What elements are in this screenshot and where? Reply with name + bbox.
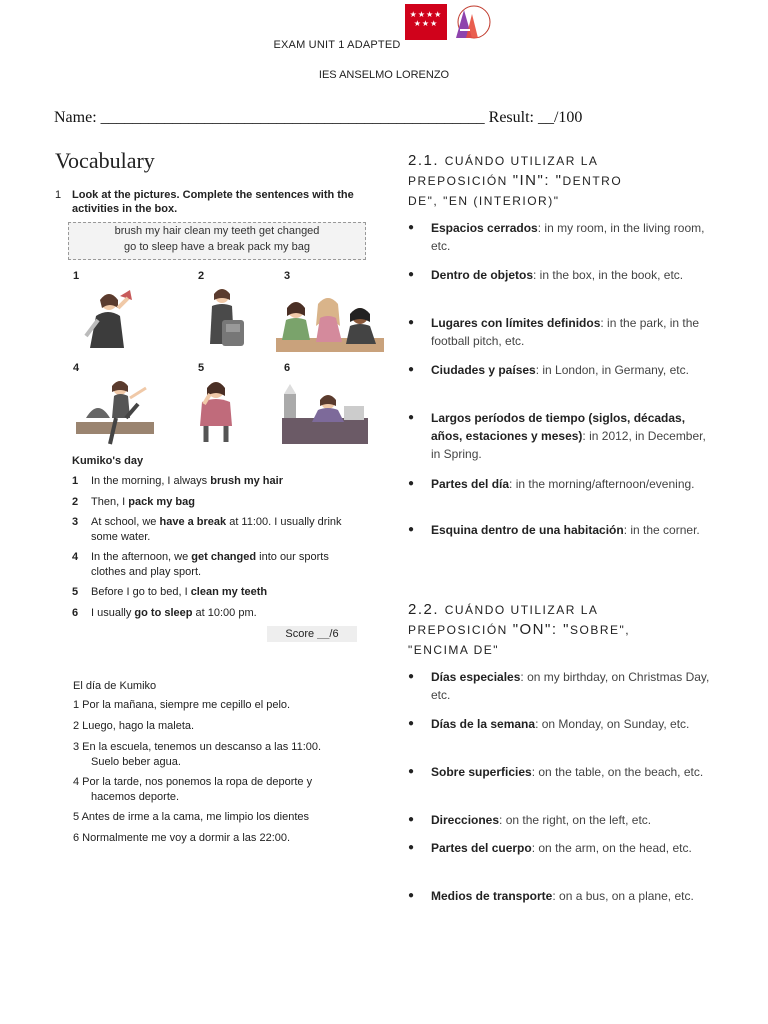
spanish-line-text: Suelo beber agua. bbox=[91, 756, 181, 768]
picture-number: 6 bbox=[284, 362, 291, 374]
girl-getting-changed-picture bbox=[76, 378, 154, 446]
sentence-item bbox=[72, 585, 362, 600]
sentence-text: In the afternoon, we bbox=[91, 551, 192, 563]
sentence-answer: go to sleep bbox=[134, 607, 193, 619]
bullet-bold: Direcciones bbox=[431, 813, 500, 827]
sentence-item bbox=[72, 550, 362, 580]
bullet-text: : in the box, in the book, etc. bbox=[533, 268, 684, 282]
bullet-icon: ● bbox=[408, 317, 415, 328]
girl-packing-bag-picture bbox=[202, 284, 246, 352]
score-blank: __ bbox=[317, 628, 330, 640]
sentence-text: at 11:00. I usually drink some water. bbox=[91, 516, 342, 543]
bullet-item bbox=[408, 475, 713, 493]
girls-having-break-picture bbox=[276, 292, 384, 352]
picture-number: 4 bbox=[73, 362, 80, 374]
bullet-icon: ● bbox=[408, 814, 415, 825]
school-name: IES ANSELMO LORENZO bbox=[318, 69, 450, 81]
sentence-text: Then, I bbox=[91, 496, 129, 508]
section-heading-text: "ON": " bbox=[512, 621, 570, 638]
bullet-item bbox=[408, 715, 713, 733]
bullet-item bbox=[408, 266, 713, 284]
bullet-icon: ● bbox=[408, 412, 415, 423]
sentence-number: 3 bbox=[72, 516, 79, 528]
spanish-title: El día de Kumiko bbox=[73, 680, 157, 692]
sentence-item bbox=[72, 495, 362, 510]
bullet-bold: Lugares con límites definidos bbox=[431, 316, 601, 330]
bullet-bold: Dentro de objetos bbox=[431, 268, 534, 282]
bullet-item bbox=[408, 887, 713, 905]
section-heading-text: PREPOSICIÓN bbox=[408, 623, 513, 637]
bullet-text: : on my birthday, on Christmas Day, etc. bbox=[431, 670, 710, 702]
picture-number: 3 bbox=[284, 270, 291, 282]
spanish-line bbox=[73, 698, 363, 713]
bullet-bold: Días de la semana bbox=[431, 717, 536, 731]
section-heading-text: DENTRO bbox=[562, 174, 623, 188]
bullet-bold: Sobre superficies bbox=[431, 765, 532, 779]
bullet-text: : on the arm, on the head, etc. bbox=[531, 841, 692, 855]
spanish-line bbox=[73, 775, 363, 805]
section-heading-text: DE", "EN (INTERIOR)" bbox=[408, 194, 560, 208]
school-logo bbox=[452, 4, 492, 42]
sentence-text: at 10:00 pm. bbox=[192, 607, 257, 619]
exercise-number: 1 bbox=[55, 189, 62, 201]
score-total: /6 bbox=[329, 628, 339, 640]
bullet-icon: ● bbox=[408, 524, 415, 535]
bullet-icon: ● bbox=[408, 718, 415, 729]
sentence-number: 6 bbox=[72, 607, 79, 619]
section-heading-in bbox=[408, 151, 708, 211]
score-label: Score bbox=[285, 628, 318, 640]
bullet-bold: Días especiales bbox=[431, 670, 521, 684]
name-result-line[interactable]: Name: ________________________________________________ Result: __/100 bbox=[54, 109, 583, 126]
bullet-item bbox=[408, 668, 713, 704]
spanish-line-text: 3 En la escuela, tenemos un descanso a las 11:00. bbox=[73, 741, 322, 753]
bullet-text: : in my room, in the living room, etc. bbox=[431, 221, 705, 253]
sentence-answer: clean my teeth bbox=[190, 586, 268, 598]
section-heading-text: "ENCIMA DE" bbox=[408, 643, 500, 657]
sentence-answer: have a break bbox=[159, 516, 227, 528]
bullet-bold: Partes del cuerpo bbox=[431, 841, 532, 855]
sentence-number: 2 bbox=[72, 496, 79, 508]
picture-number: 1 bbox=[73, 270, 80, 282]
spanish-line bbox=[73, 719, 363, 734]
sentence-text: In the morning, I always bbox=[91, 475, 211, 487]
sentence-answer: get changed bbox=[191, 551, 257, 563]
bullet-text: : in the corner. bbox=[623, 523, 700, 537]
bullet-icon: ● bbox=[408, 842, 415, 853]
sentence-number: 1 bbox=[72, 475, 79, 487]
section-heading-text: "IN": " bbox=[512, 172, 563, 189]
bullet-text: : in the morning/afternoon/evening. bbox=[509, 477, 695, 491]
girl-brushing-hair-picture bbox=[76, 286, 140, 350]
bullet-bold: Medios de transporte bbox=[431, 889, 553, 903]
bullet-text: : on a bus, on a plane, etc. bbox=[552, 889, 694, 903]
kumiko-day-title: Kumiko's day bbox=[72, 455, 144, 467]
bullet-item bbox=[408, 314, 713, 350]
spanish-line-text: hacemos deporte. bbox=[91, 791, 180, 803]
bullet-text: : in the park, in the football pitch, etc. bbox=[431, 316, 700, 348]
bullet-bold: Espacios cerrados bbox=[431, 221, 538, 235]
bullet-item bbox=[408, 219, 713, 255]
picture-number: 5 bbox=[198, 362, 205, 374]
spanish-line-text: 4 Por la tarde, nos ponemos la ropa de deporte y bbox=[73, 776, 313, 788]
spanish-line bbox=[73, 831, 363, 846]
bullet-text: : on Monday, on Sunday, etc. bbox=[535, 717, 690, 731]
bullet-bold: Ciudades y países bbox=[431, 363, 536, 377]
bullet-bold: Esquina dentro de una habitación bbox=[431, 523, 624, 537]
word-box-line: brush my hair clean my teeth get changed bbox=[114, 225, 320, 237]
spanish-line bbox=[73, 740, 363, 770]
spanish-line-text: 6 Normalmente me voy a dormir a las 22:00. bbox=[73, 832, 291, 844]
bullet-icon: ● bbox=[408, 671, 415, 682]
sentence-answer: brush my hair bbox=[210, 475, 283, 487]
bullet-icon: ● bbox=[408, 222, 415, 233]
section-number: 2.1. bbox=[408, 152, 445, 169]
bullet-text: : in London, in Germany, etc. bbox=[535, 363, 689, 377]
section-heading-text: PREPOSICIÓN bbox=[408, 174, 513, 188]
bullet-item bbox=[408, 409, 713, 463]
sentence-number: 4 bbox=[72, 551, 79, 563]
section-heading-on bbox=[408, 600, 708, 660]
sentence-number: 5 bbox=[72, 586, 79, 598]
spanish-line-text: 1 Por la mañana, siempre me cepillo el pelo. bbox=[73, 699, 291, 711]
bullet-icon: ● bbox=[408, 478, 415, 489]
bullet-item bbox=[408, 521, 713, 539]
sentence-text: Before I go to bed, I bbox=[91, 586, 191, 598]
picture-number: 2 bbox=[198, 270, 205, 282]
bullet-item bbox=[408, 763, 713, 781]
exam-title: EXAM UNIT 1 ADAPTED bbox=[273, 39, 401, 51]
sentence-text: At school, we bbox=[91, 516, 160, 528]
spanish-line-text: 2 Luego, hago la maleta. bbox=[73, 720, 195, 732]
bullet-icon: ● bbox=[408, 766, 415, 777]
community-flag-logo bbox=[405, 4, 447, 40]
vocabulary-heading: Vocabulary bbox=[55, 148, 155, 173]
word-box-line: go to sleep have a break pack my bag bbox=[124, 241, 310, 253]
section-heading-text: CUÁNDO UTILIZAR LA bbox=[444, 603, 599, 617]
section-number: 2.2. bbox=[408, 601, 445, 618]
bullet-item bbox=[408, 811, 713, 829]
sentence-item bbox=[72, 606, 362, 621]
word-box bbox=[68, 222, 366, 260]
bullet-text: : in 2012, in December, in Spring. bbox=[431, 429, 706, 461]
sentence-item bbox=[72, 474, 362, 489]
girl-cleaning-teeth-picture bbox=[192, 378, 240, 444]
sentence-text: into our sports clothes and play sport. bbox=[91, 551, 329, 578]
bullet-item bbox=[408, 361, 713, 379]
bullet-icon: ● bbox=[408, 364, 415, 375]
bullet-text: : on the right, on the left, etc. bbox=[499, 813, 652, 827]
section-heading-text: CUÁNDO UTILIZAR LA bbox=[444, 154, 599, 168]
sentence-answer: pack my bag bbox=[128, 496, 195, 508]
spanish-line-text: 5 Antes de irme a la cama, me limpio los dientes bbox=[73, 811, 310, 823]
bullet-item bbox=[408, 839, 713, 857]
exercise-instruction: Look at the pictures. Complete the sentences with the activities in the box. bbox=[72, 189, 354, 215]
score-box[interactable] bbox=[267, 626, 357, 642]
bullet-bold: Largos períodos de tiempo (siglos, décadas, años, estaciones y meses) bbox=[431, 411, 686, 443]
sentence-item bbox=[72, 515, 362, 545]
bullet-text: : on the table, on the beach, etc. bbox=[531, 765, 704, 779]
sentence-text: I usually bbox=[91, 607, 135, 619]
girl-going-to-sleep-picture bbox=[282, 380, 368, 444]
bullet-icon: ● bbox=[408, 269, 415, 280]
flag-stars: ★★★★ ★★★ bbox=[409, 10, 443, 28]
section-heading-text: SOBRE", bbox=[570, 623, 631, 637]
bullet-bold: Partes del día bbox=[431, 477, 510, 491]
bullet-icon: ● bbox=[408, 890, 415, 901]
spanish-line bbox=[73, 810, 363, 825]
